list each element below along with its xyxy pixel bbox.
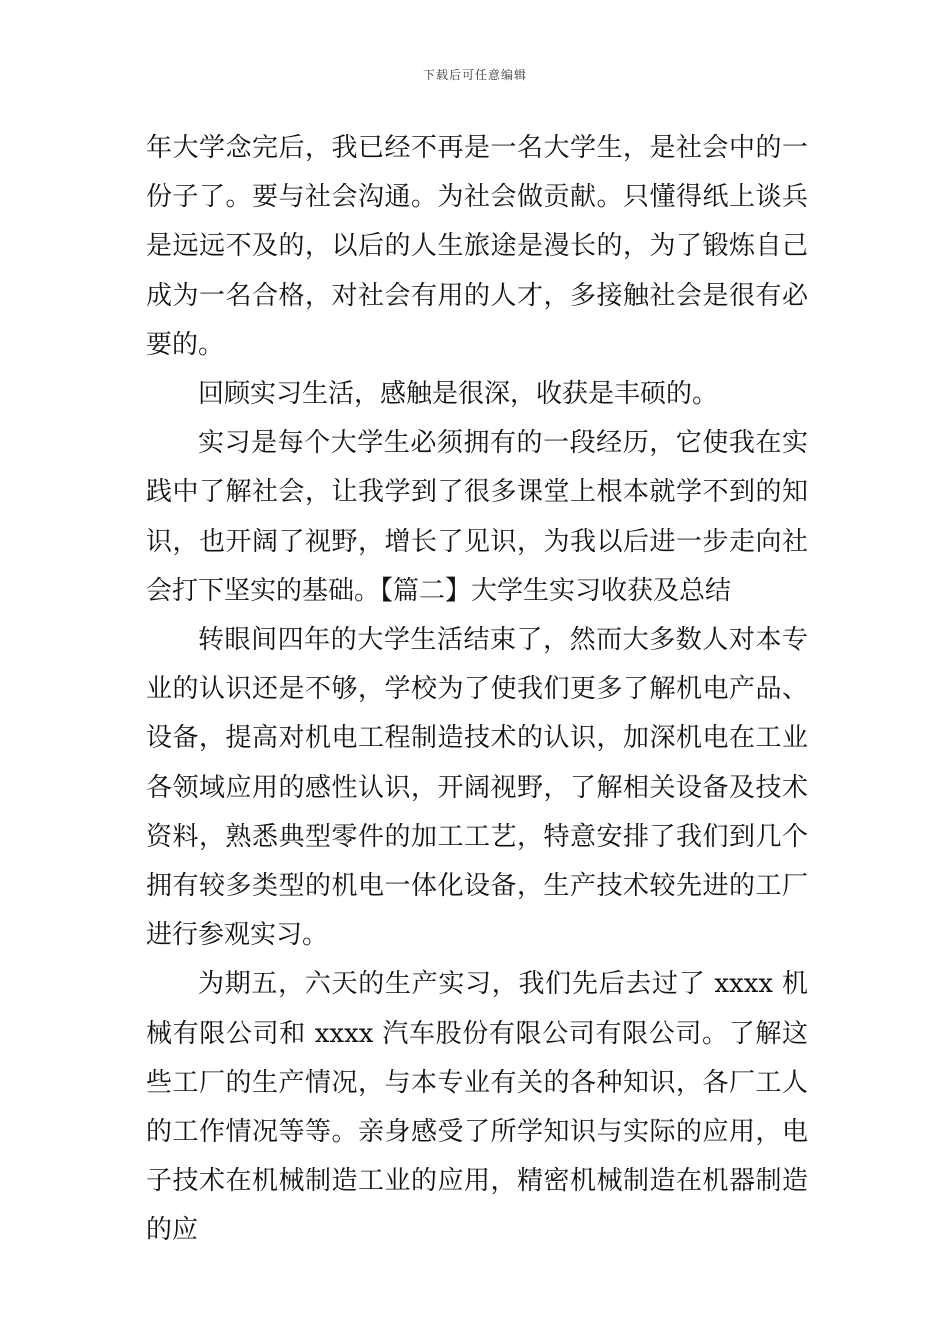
page-header: 下载后可任意编辑 [422, 68, 527, 82]
paragraph-1: 年大学念完后，我已经不再是一名大学生，是社会中的一份子了。要与社会沟通。为社会做贡献。只懂得纸上谈兵是远远不及的，以后的人生旅途是漫长的，为了锻炼自己成为一名合格，对社会有用的人才，多接触社会是很有必要的。 [146, 133, 808, 360]
paragraph-5: 为期五，六天的生产实习，我们先后去过了 xxxx 机械有限公司和 xxxx 汽车股份有限公司有限公司。了解这些工厂的生产情况，与本专业有关的各种知识，各厂工人的工作情况等等。亲身感受了所学知识与实际的应用，电子技术在机械制造工业的应用，精密机械制造在机器制造的应 [146, 969, 808, 1246]
document-body [146, 124, 808, 1256]
paragraph-2: 回顾实习生活，感触是很深，收获是丰硕的。 [198, 379, 719, 410]
paragraph-3: 实习是每个大学生必须拥有的一段经历，它使我在实践中了解社会，让我学到了很多课堂上根本就学不到的知识，也开阔了视野，增长了见识，为我以后进一步走向社会打下坚实的基础。【篇二】大学生实习收获及总结 [146, 428, 808, 606]
paragraph-4: 转眼间四年的大学生活结束了，然而大多数人对本专业的认识还是不够，学校为了使我们更多了解机电产品、设备，提高对机电工程制造技术的认识，加深机电在工业各领域应用的感性认识，开阔视野，了解相关设备及技术资料，熟悉典型零件的加工工艺，特意安排了我们到几个拥有较多类型的机电一体化设备，生产技术较先进的工厂进行参观实习。 [146, 625, 808, 951]
